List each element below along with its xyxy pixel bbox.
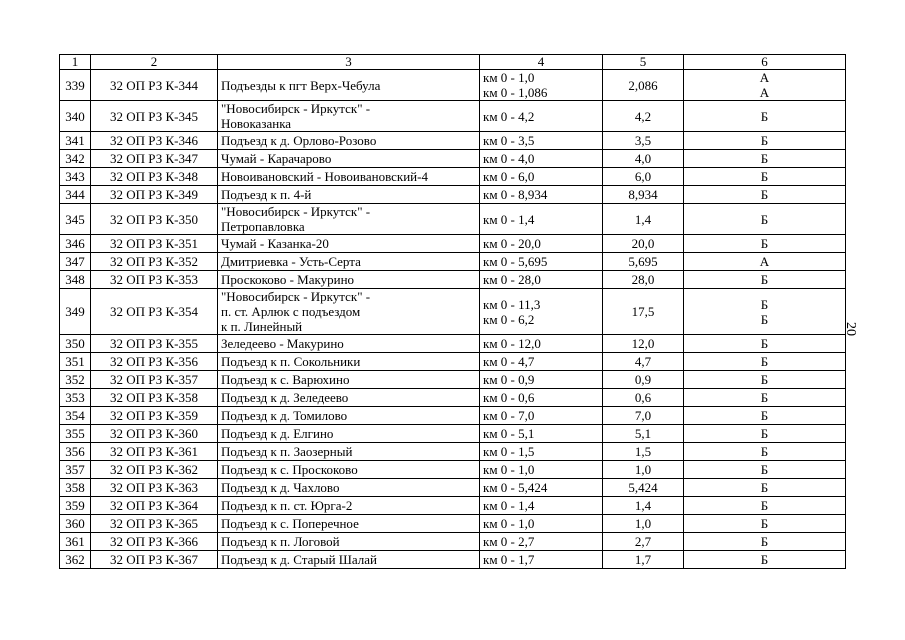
row-number: 362	[60, 551, 91, 569]
road-category: А А	[684, 70, 846, 101]
row-number: 347	[60, 253, 91, 271]
road-name: Подъезд к д. Орлово-Розово	[218, 132, 480, 150]
road-code: 32 ОП РЗ К-360	[91, 425, 218, 443]
road-name: Подъезд к д. Чахлово	[218, 479, 480, 497]
road-category: Б	[684, 353, 846, 371]
row-number: 346	[60, 235, 91, 253]
table-row	[60, 101, 846, 132]
road-category: Б	[684, 389, 846, 407]
road-name: Проскоково - Макурино	[218, 271, 480, 289]
road-length: 4,7	[603, 353, 684, 371]
km-range: км 0 - 4,2	[480, 101, 603, 132]
road-category: Б	[684, 371, 846, 389]
road-name: Новоивановский - Новоивановский-4	[218, 168, 480, 186]
road-code: 32 ОП РЗ К-357	[91, 371, 218, 389]
km-range: км 0 - 4,0	[480, 150, 603, 168]
road-length: 5,1	[603, 425, 684, 443]
km-range: км 0 - 1,0	[480, 461, 603, 479]
road-code: 32 ОП РЗ К-364	[91, 497, 218, 515]
km-range: км 0 - 6,0	[480, 168, 603, 186]
road-length: 5,424	[603, 479, 684, 497]
road-name: Подъезд к д. Томилово	[218, 407, 480, 425]
km-range: км 0 - 1,0	[480, 515, 603, 533]
km-range: км 0 - 1,4	[480, 204, 603, 235]
road-code: 32 ОП РЗ К-355	[91, 335, 218, 353]
row-number: 361	[60, 533, 91, 551]
row-number: 357	[60, 461, 91, 479]
road-name: "Новосибирск - Иркутск" - п. ст. Арлюк с подъездом к п. Линейный	[218, 289, 480, 335]
road-length: 8,934	[603, 186, 684, 204]
road-category: Б	[684, 443, 846, 461]
road-code: 32 ОП РЗ К-348	[91, 168, 218, 186]
table-row	[60, 497, 846, 515]
road-length: 17,5	[603, 289, 684, 335]
road-category: Б	[684, 515, 846, 533]
road-code: 32 ОП РЗ К-362	[91, 461, 218, 479]
table-row	[60, 235, 846, 253]
road-name: Подъезд к с. Проскоково	[218, 461, 480, 479]
row-number: 340	[60, 101, 91, 132]
road-name: Подъезд к д. Елгино	[218, 425, 480, 443]
row-number: 360	[60, 515, 91, 533]
row-number: 359	[60, 497, 91, 515]
road-name: Подъезд к д. Зеледеево	[218, 389, 480, 407]
roads-table-body	[60, 55, 846, 569]
table-row	[60, 289, 846, 335]
km-range: км 0 - 28,0	[480, 271, 603, 289]
road-category: Б	[684, 168, 846, 186]
road-length: 1,0	[603, 515, 684, 533]
km-range: км 0 - 7,0	[480, 407, 603, 425]
road-code: 32 ОП РЗ К-358	[91, 389, 218, 407]
km-range: км 0 - 5,424	[480, 479, 603, 497]
road-code: 32 ОП РЗ К-347	[91, 150, 218, 168]
table-row	[60, 335, 846, 353]
road-name: "Новосибирск - Иркутск" - Новоказанка	[218, 101, 480, 132]
road-code: 32 ОП РЗ К-361	[91, 443, 218, 461]
road-name: Чумай - Карачарово	[218, 150, 480, 168]
header-cell-2: 2	[91, 55, 218, 70]
row-number: 345	[60, 204, 91, 235]
road-category: Б	[684, 186, 846, 204]
km-range: км 0 - 1,7	[480, 551, 603, 569]
row-number: 343	[60, 168, 91, 186]
header-cell-3: 3	[218, 55, 480, 70]
road-length: 12,0	[603, 335, 684, 353]
row-number: 349	[60, 289, 91, 335]
table-row	[60, 150, 846, 168]
row-number: 341	[60, 132, 91, 150]
road-code: 32 ОП РЗ К-365	[91, 515, 218, 533]
road-category: Б	[684, 132, 846, 150]
km-range: км 0 - 8,934	[480, 186, 603, 204]
road-code: 32 ОП РЗ К-367	[91, 551, 218, 569]
km-range: км 0 - 1,5	[480, 443, 603, 461]
roads-table	[59, 54, 846, 569]
row-number: 352	[60, 371, 91, 389]
road-code: 32 ОП РЗ К-350	[91, 204, 218, 235]
road-length: 4,2	[603, 101, 684, 132]
road-category: Б	[684, 533, 846, 551]
km-range: км 0 - 0,6	[480, 389, 603, 407]
road-code: 32 ОП РЗ К-346	[91, 132, 218, 150]
road-name: Подъезд к п. 4-й	[218, 186, 480, 204]
road-category: А	[684, 253, 846, 271]
road-code: 32 ОП РЗ К-354	[91, 289, 218, 335]
road-length: 7,0	[603, 407, 684, 425]
header-cell-4: 4	[480, 55, 603, 70]
table-row	[60, 533, 846, 551]
header-row	[60, 55, 846, 70]
table-row	[60, 168, 846, 186]
road-category: Б	[684, 235, 846, 253]
page-number: 20	[843, 322, 858, 336]
row-number: 348	[60, 271, 91, 289]
table-row	[60, 186, 846, 204]
road-code: 32 ОП РЗ К-366	[91, 533, 218, 551]
road-name: "Новосибирск - Иркутск" - Петропавловка	[218, 204, 480, 235]
road-name: Подъезд к п. ст. Юрга-2	[218, 497, 480, 515]
table-row	[60, 461, 846, 479]
table-row	[60, 353, 846, 371]
table-row	[60, 515, 846, 533]
km-range: км 0 - 12,0	[480, 335, 603, 353]
road-category: Б	[684, 204, 846, 235]
table-row	[60, 389, 846, 407]
row-number: 355	[60, 425, 91, 443]
table-row	[60, 253, 846, 271]
km-range: км 0 - 1,0 км 0 - 1,086	[480, 70, 603, 101]
table-row	[60, 407, 846, 425]
table-row	[60, 371, 846, 389]
road-code: 32 ОП РЗ К-345	[91, 101, 218, 132]
km-range: км 0 - 3,5	[480, 132, 603, 150]
road-name: Подъезд к с. Варюхино	[218, 371, 480, 389]
row-number: 353	[60, 389, 91, 407]
road-name: Подъезд к с. Поперечное	[218, 515, 480, 533]
road-code: 32 ОП РЗ К-363	[91, 479, 218, 497]
road-code: 32 ОП РЗ К-353	[91, 271, 218, 289]
row-number: 351	[60, 353, 91, 371]
road-length: 1,7	[603, 551, 684, 569]
km-range: км 0 - 11,3 км 0 - 6,2	[480, 289, 603, 335]
road-length: 0,6	[603, 389, 684, 407]
table-row	[60, 204, 846, 235]
road-length: 4,0	[603, 150, 684, 168]
header-cell-1: 1	[60, 55, 91, 70]
header-cell-5: 5	[603, 55, 684, 70]
road-category: Б Б	[684, 289, 846, 335]
table-row	[60, 271, 846, 289]
row-number: 358	[60, 479, 91, 497]
road-length: 2,086	[603, 70, 684, 101]
row-number: 356	[60, 443, 91, 461]
road-category: Б	[684, 461, 846, 479]
km-range: км 0 - 20,0	[480, 235, 603, 253]
road-category: Б	[684, 479, 846, 497]
road-code: 32 ОП РЗ К-356	[91, 353, 218, 371]
road-length: 20,0	[603, 235, 684, 253]
row-number: 344	[60, 186, 91, 204]
table-row	[60, 132, 846, 150]
km-range: км 0 - 5,695	[480, 253, 603, 271]
header-cell-6: 6	[684, 55, 846, 70]
road-length: 1,4	[603, 497, 684, 515]
road-length: 1,0	[603, 461, 684, 479]
road-length: 1,5	[603, 443, 684, 461]
road-code: 32 ОП РЗ К-344	[91, 70, 218, 101]
road-length: 28,0	[603, 271, 684, 289]
road-name: Зеледеево - Макурино	[218, 335, 480, 353]
road-code: 32 ОП РЗ К-359	[91, 407, 218, 425]
road-length: 6,0	[603, 168, 684, 186]
km-range: км 0 - 0,9	[480, 371, 603, 389]
road-category: Б	[684, 497, 846, 515]
table-row	[60, 551, 846, 569]
road-category: Б	[684, 425, 846, 443]
road-length: 3,5	[603, 132, 684, 150]
road-length: 0,9	[603, 371, 684, 389]
km-range: км 0 - 5,1	[480, 425, 603, 443]
road-name: Подъезд к п. Заозерный	[218, 443, 480, 461]
road-code: 32 ОП РЗ К-349	[91, 186, 218, 204]
road-category: Б	[684, 407, 846, 425]
table-row	[60, 70, 846, 101]
road-category: Б	[684, 150, 846, 168]
road-name: Подъезды к пгт Верх-Чебула	[218, 70, 480, 101]
road-name: Подъезд к п. Логовой	[218, 533, 480, 551]
row-number: 339	[60, 70, 91, 101]
road-code: 32 ОП РЗ К-352	[91, 253, 218, 271]
table-row	[60, 425, 846, 443]
row-number: 342	[60, 150, 91, 168]
road-category: Б	[684, 551, 846, 569]
table-row	[60, 443, 846, 461]
road-name: Чумай - Казанка-20	[218, 235, 480, 253]
km-range: км 0 - 4,7	[480, 353, 603, 371]
road-code: 32 ОП РЗ К-351	[91, 235, 218, 253]
road-category: Б	[684, 271, 846, 289]
road-category: Б	[684, 335, 846, 353]
road-length: 5,695	[603, 253, 684, 271]
road-length: 1,4	[603, 204, 684, 235]
road-name: Дмитриевка - Усть-Серта	[218, 253, 480, 271]
km-range: км 0 - 2,7	[480, 533, 603, 551]
road-length: 2,7	[603, 533, 684, 551]
row-number: 350	[60, 335, 91, 353]
road-category: Б	[684, 101, 846, 132]
km-range: км 0 - 1,4	[480, 497, 603, 515]
table-row	[60, 479, 846, 497]
road-name: Подъезд к д. Старый Шалай	[218, 551, 480, 569]
row-number: 354	[60, 407, 91, 425]
road-name: Подъезд к п. Сокольники	[218, 353, 480, 371]
